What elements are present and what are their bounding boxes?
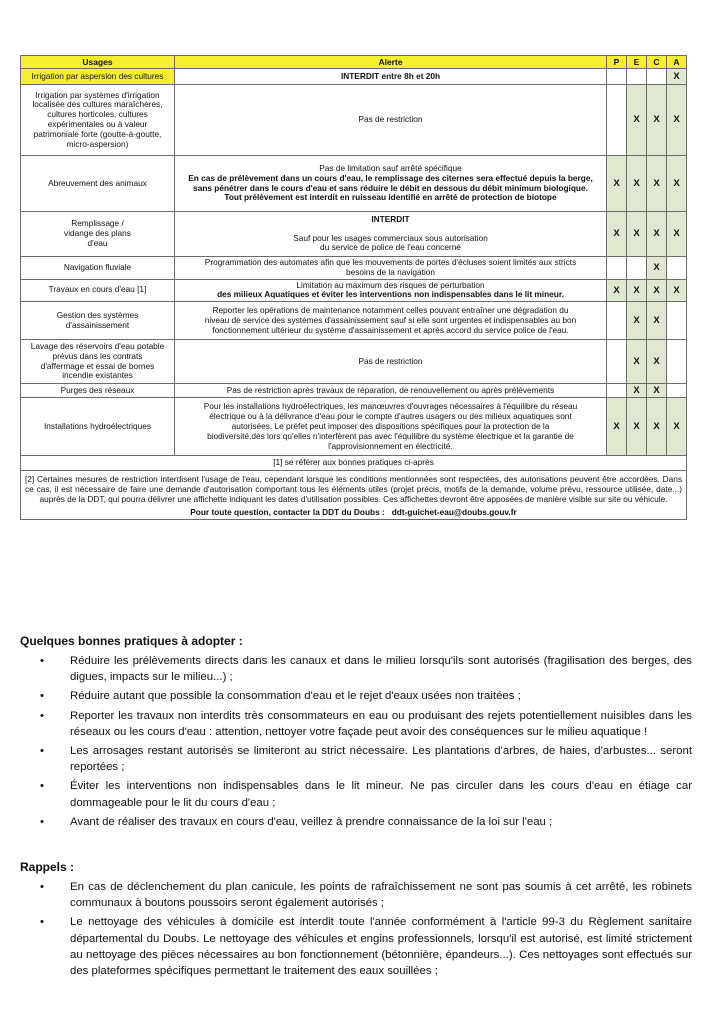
- usage-line: micro-aspersion): [66, 138, 129, 149]
- mark-a: [667, 257, 687, 280]
- alerte-cell: [175, 398, 607, 456]
- alerte-line: En cas de prélèvement dans un cours d'eau, le remplissage des citernes sera effectué depuis la berge,: [188, 172, 593, 183]
- alerte-cell: [175, 279, 607, 302]
- list-item-text: En cas de déclenchement du plan canicule, les points de rafraîchissement ne sont pas soumis à cet arrêté, les robinets communaux à boutons poussoirs seront également autorisés ;: [70, 881, 692, 910]
- mark-e: [627, 257, 647, 280]
- bullet-icon: •: [40, 655, 44, 667]
- usage-line: Remplissage /: [71, 218, 124, 229]
- usage-line: Irrigation par systèmes d'irrigation: [35, 89, 160, 100]
- bullet-icon: •: [40, 709, 44, 722]
- bullet-icon: •: [40, 745, 44, 758]
- alerte-line: autorisées. Le préfet peut imposer des dispositions spécifiques pour la protection de la: [231, 420, 550, 431]
- mark-a: X: [667, 69, 687, 85]
- usage-line: patrimoniale forte (goutte-à-goutte,: [33, 128, 162, 139]
- mark-e: X: [627, 398, 647, 456]
- list-item: [40, 688, 692, 704]
- mark-a: [667, 302, 687, 340]
- alerte-line: Limitation au maximum des risques de perturbation: [296, 279, 485, 290]
- footnote-1: [1] se référer aux bonnes pratiques ci-après: [21, 456, 687, 471]
- usage-line: Navigation fluviale: [63, 261, 132, 272]
- alerte-cell: [175, 85, 607, 156]
- alerte-line: l'approvisionnement en électricité.: [328, 440, 453, 451]
- mark-c: X: [647, 212, 667, 257]
- mark-e: X: [627, 156, 647, 212]
- list-item-text: Éviter les interventions non indispensables dans le lit mineur. Ne pas circuler dans les cours d'eau en étiage car dommageable pour le lit du cours d'eau ;: [70, 780, 692, 809]
- alerte-cell: [175, 212, 607, 257]
- mark-a: [667, 384, 687, 398]
- alerte-cell: [175, 340, 607, 384]
- alerte-line: Pour les installations hydroélectriques, les manœuvres d'ouvrages nécessaires à l'équilibre du réseau: [203, 401, 578, 412]
- contact-label: Pour toute question, contacter la DDT du Doubs :: [190, 506, 385, 517]
- usage-line: expérimentales ou à valeur: [47, 119, 148, 130]
- mark-p: [607, 257, 627, 280]
- bonnes-pratiques-list: [40, 653, 692, 833]
- mark-p: [607, 85, 627, 156]
- usage-line: Purges des réseaux: [60, 384, 135, 395]
- alerte-line: du service de police de l'eau concerné: [320, 242, 461, 253]
- list-item-text: Reporter les travaux non interdits très consommateurs en eau ou produisant des rejets potentiellement nuisibles dans les réseaux ou les cours d'eau : attention, nettoyer votre façade peut avoir des conséquences sur le milieu aquatique !: [70, 709, 692, 738]
- usage-line: Abreuvement des animaux: [48, 177, 147, 188]
- list-item: [40, 879, 692, 911]
- list-item-text: Les arrosages restant autorisés se limiteront au strict nécessaire. Les plantations d'arbres, de haies, d'arbustes... seront reportées ;: [70, 745, 692, 774]
- usage-cell: [21, 384, 175, 398]
- mark-a: X: [667, 156, 687, 212]
- contact-email[interactable]: ddt-guichet-eau@doubs.gouv.fr: [391, 506, 517, 517]
- bonnes-pratiques-title: Quelques bonnes pratiques à adopter :: [20, 634, 243, 648]
- alerte-line: Programmation des automates afin que les mouvements de portes d'écluses soient limités aux stricts: [204, 257, 577, 268]
- bullet-icon: •: [40, 690, 44, 703]
- list-item-text: Le nettoyage des véhicules à domicile est interdit toute l'année conformément à l'article 99-3 du Règlement sanitaire départemental du Doubs. Le nettoyage des véhicules et engins professionnels, lorsqu'il est autorisé, est limité strictement au nettoyage des pièces nécessaires au bon fonctionnement (bétonnière, épandeurs...). Ces nettoyages sont effectués sur des plateformes spécifiques permettant le traitement des eaux souillées ;: [70, 916, 692, 978]
- table-row: [21, 257, 687, 280]
- alerte-line: Pas de restriction après travaux de réparation, de renouvellement ou après prélèvements: [226, 384, 555, 395]
- alerte-line: Reporter les opérations de maintenance notamment celles pouvant entraîner une dégradation du: [212, 304, 569, 315]
- alerte-line: Pas de limitation sauf arrêté spécifique: [319, 162, 462, 173]
- mark-e: X: [627, 212, 647, 257]
- alerte-line: INTERDIT: [371, 213, 410, 224]
- usage-line: Lavage des réservoirs d'eau potable: [30, 341, 165, 352]
- mark-e: X: [627, 384, 647, 398]
- alerte-line: niveau de service des systèmes d'assainissement sauf si elle sont urgentes et indispensables au bon: [204, 314, 577, 325]
- usage-cell: [21, 340, 175, 384]
- alerte-line: des milieux Aquatiques et éviter les interventions non indispensables dans le lit mineur.: [217, 289, 564, 300]
- usage-line: d'affermage et essai de bornes: [40, 360, 155, 371]
- header-e: E: [627, 56, 647, 69]
- alerte-cell: [175, 302, 607, 340]
- alerte-line: électrique ou à la délivrance d'eau pour le compte d'autres usagers ou des milieux aquatiques sont: [209, 411, 572, 422]
- mark-p: X: [607, 279, 627, 302]
- list-item: [40, 708, 692, 740]
- table-row: [21, 85, 687, 156]
- alerte-cell: [175, 69, 607, 85]
- footnote-2: [2] Certaines mesures de restriction interdisent l'usage de l'eau, cependant lorsque les conditions mentionnées sont respectées, des autorisations peuvent être accordées. Dans ce cas, il est nécessaire de faire une demande d'autorisation comportant tous les éléments utiles (projet précis, motifs de la demande, volume prévu, ressource utilisée, date...) auprès de la DDT, qui pourra délivrer une affichette indiquant les dates d'utilisation possibles. Ces affichettes devront être apposées de manière visible sur site ou véhicule.: [25, 474, 682, 504]
- mark-e: X: [627, 279, 647, 302]
- mark-e: [627, 69, 647, 85]
- mark-e: X: [627, 340, 647, 384]
- usage-line: prévus dans les contrats: [52, 350, 143, 361]
- rappels-title: Rappels :: [20, 860, 75, 874]
- contact-line: [25, 508, 682, 518]
- alerte-line: INTERDIT entre 8h et 20h: [340, 70, 441, 81]
- mark-a: [667, 340, 687, 384]
- mark-a: X: [667, 212, 687, 257]
- footnote-row: [21, 456, 687, 471]
- usage-line: Installations hydroélectriques: [44, 420, 151, 431]
- header-usages: Usages: [21, 56, 175, 69]
- mark-e: X: [627, 302, 647, 340]
- mark-a: X: [667, 398, 687, 456]
- usage-cell: [21, 156, 175, 212]
- table-row: [21, 302, 687, 340]
- usage-cell: [21, 85, 175, 156]
- mark-p: [607, 340, 627, 384]
- list-item: [40, 778, 692, 810]
- list-item: [40, 814, 692, 830]
- alerte-cell: [175, 156, 607, 212]
- mark-c: X: [647, 302, 667, 340]
- usage-line: Gestion des systèmes: [56, 309, 139, 320]
- alerte-line: Pas de restriction: [358, 355, 423, 366]
- mark-c: X: [647, 384, 667, 398]
- list-item-text: Avant de réaliser des travaux en cours d'eau, veillez à prendre connaissance de la loi sur l'eau ;: [70, 815, 553, 828]
- mark-c: X: [647, 340, 667, 384]
- rappels-list: [40, 879, 692, 982]
- footnote-block: [21, 471, 687, 520]
- mark-a: X: [667, 279, 687, 302]
- usage-line: cultures horticoles, cultures: [47, 109, 148, 120]
- mark-p: X: [607, 212, 627, 257]
- mark-e: X: [627, 85, 647, 156]
- mark-a: X: [667, 85, 687, 156]
- table-row: [21, 279, 687, 302]
- bullet-icon: •: [40, 881, 44, 893]
- table-row: [21, 384, 687, 398]
- usage-line: incendie existantes: [62, 370, 133, 381]
- alerte-cell: [175, 257, 607, 280]
- alerte-cell: [175, 384, 607, 398]
- bullet-icon: •: [40, 815, 44, 828]
- alerte-line: Sauf pour les usages commerciaux sous autorisation: [293, 232, 488, 243]
- table-row: [21, 156, 687, 212]
- usage-cell: [21, 398, 175, 456]
- list-item: [40, 743, 692, 775]
- header-p: P: [607, 56, 627, 69]
- table-row: [21, 340, 687, 384]
- mark-c: X: [647, 85, 667, 156]
- table-header-row: [21, 56, 687, 69]
- mark-c: [647, 69, 667, 85]
- alerte-line: Tout prélèvement est interdit en ruisseau identifié en arrêté de protection de biotope: [224, 192, 557, 203]
- header-c: C: [647, 56, 667, 69]
- usage-line: d'eau: [87, 237, 108, 248]
- mark-p: [607, 302, 627, 340]
- list-item: [40, 914, 692, 979]
- mark-c: X: [647, 279, 667, 302]
- list-item-text: Réduire autant que possible la consommation d'eau et le rejet d'eaux usées non traitées ;: [70, 690, 521, 703]
- mark-p: [607, 384, 627, 398]
- alerte-line: fonctionnement ultérieur du système d'assainissement et après accord du service police de l'eau.: [212, 324, 569, 335]
- table-row: [21, 398, 687, 456]
- mark-c: X: [647, 257, 667, 280]
- table-row: [21, 69, 687, 85]
- usage-cell: [21, 302, 175, 340]
- list-item: [40, 653, 692, 685]
- usage-line: Irrigation par aspersion des cultures: [31, 70, 164, 81]
- restrictions-table: [20, 55, 687, 520]
- table-row: [21, 212, 687, 257]
- mark-p: X: [607, 398, 627, 456]
- alerte-line: besoins de la navigation: [345, 266, 436, 277]
- usage-cell: [21, 279, 175, 302]
- usage-cell: [21, 257, 175, 280]
- alerte-line: Pas de restriction: [358, 114, 423, 125]
- usage-line: localisée des cultures maraîchères,: [32, 99, 163, 110]
- usage-line: vidange des plans: [64, 228, 131, 239]
- list-item-text: Réduire les prélèvements directs dans les canaux et dans le milieu lorsqu'ils sont autorisés (fragilisation des berges, des digues, impacts sur le milieu...) ;: [70, 655, 692, 684]
- mark-p: [607, 69, 627, 85]
- bullet-icon: •: [40, 916, 44, 929]
- header-alerte: Alerte: [175, 56, 607, 69]
- mark-c: X: [647, 156, 667, 212]
- header-a: A: [667, 56, 687, 69]
- usage-line: Travaux en cours d'eau [1]: [48, 284, 147, 295]
- alerte-line: sans pénétrer dans le cours d'eau et sans réduire le débit en dessous du débit minimum biologique.: [193, 182, 588, 193]
- alerte-line: biodiversité,dès lors qu'elles n'interfèrent pas avec l'équilibre du système électrique et la garantie de: [207, 430, 574, 441]
- usage-cell: [21, 69, 175, 85]
- mark-p: X: [607, 156, 627, 212]
- usage-line: d'assainissement: [65, 319, 130, 330]
- mark-c: X: [647, 398, 667, 456]
- bullet-icon: •: [40, 780, 44, 793]
- footnote-row: [21, 471, 687, 520]
- usage-cell: [21, 212, 175, 257]
